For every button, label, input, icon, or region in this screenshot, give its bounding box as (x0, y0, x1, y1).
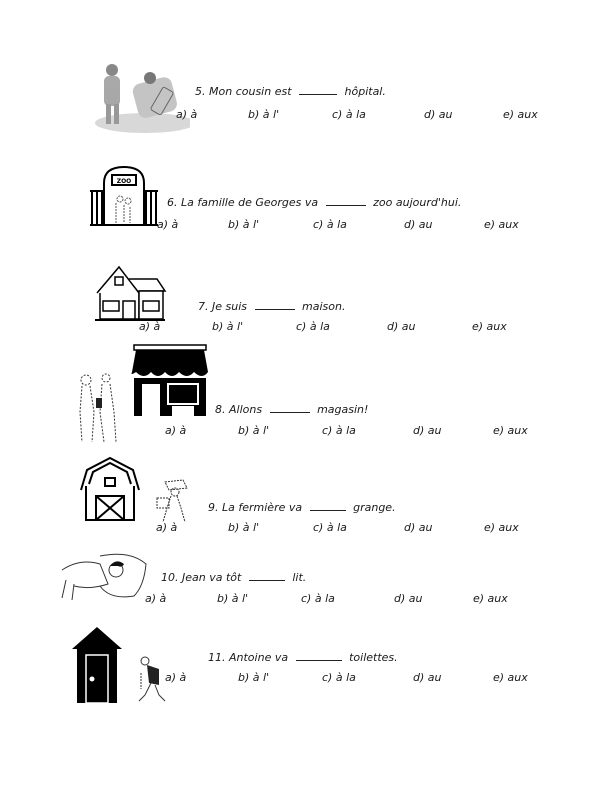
option-e[interactable]: e) aux (493, 424, 528, 437)
bed-icon (60, 550, 150, 604)
option-d[interactable]: d) au (404, 218, 433, 231)
option-b[interactable]: b) à l' (217, 592, 249, 605)
option-e[interactable]: e) aux (484, 521, 519, 534)
answer-blank[interactable] (299, 85, 337, 95)
answer-blank[interactable] (249, 571, 285, 581)
shop-icon (130, 344, 210, 418)
option-e[interactable]: e) aux (472, 320, 507, 333)
question-8: 8. Allons magasin! (215, 403, 369, 416)
option-d[interactable]: d) au (413, 424, 442, 437)
option-d[interactable]: d) au (394, 592, 423, 605)
hospital-icon (90, 58, 190, 133)
option-d[interactable]: d) au (424, 108, 453, 121)
svg-text:ZOO: ZOO (116, 178, 132, 185)
zoo-icon (90, 163, 158, 227)
option-b[interactable]: b) à l' (248, 108, 280, 121)
option-e[interactable]: e) aux (493, 671, 528, 684)
question-9: 9. La fermière va grange. (208, 501, 396, 514)
option-d[interactable]: d) au (387, 320, 416, 333)
question-11: 11. Antoine va toilettes. (208, 651, 398, 664)
option-c[interactable]: c) à la (322, 424, 356, 437)
answer-blank[interactable] (270, 403, 310, 413)
answer-blank[interactable] (326, 196, 366, 206)
option-b[interactable]: b) à l' (238, 671, 270, 684)
question-5: 5. Mon cousin est hôpital. (195, 85, 386, 98)
option-b[interactable]: b) à l' (238, 424, 270, 437)
option-c[interactable]: c) à la (301, 592, 335, 605)
option-a[interactable]: a) à (157, 218, 179, 231)
option-a[interactable]: a) à (145, 592, 167, 605)
option-d[interactable]: d) au (413, 671, 442, 684)
option-a[interactable]: a) à (139, 320, 161, 333)
walking-boy-icon (137, 655, 167, 703)
question-6: 6. La famille de Georges va zoo aujourd'hui. (167, 196, 462, 209)
barn-icon (79, 456, 141, 522)
answer-blank[interactable] (255, 300, 295, 310)
question-10: 10. Jean va tôt lit. (161, 571, 307, 584)
option-c[interactable]: c) à la (332, 108, 366, 121)
option-d[interactable]: d) au (404, 521, 433, 534)
option-e[interactable]: e) aux (473, 592, 508, 605)
option-c[interactable]: c) à la (322, 671, 356, 684)
option-c[interactable]: c) à la (313, 521, 347, 534)
option-c[interactable]: c) à la (296, 320, 330, 333)
option-a[interactable]: a) à (165, 424, 187, 437)
option-e[interactable]: e) aux (484, 218, 519, 231)
option-c[interactable]: c) à la (313, 218, 347, 231)
option-a[interactable]: a) à (176, 108, 198, 121)
shoppers-icon (76, 372, 124, 444)
option-e[interactable]: e) aux (503, 108, 538, 121)
answer-blank[interactable] (310, 501, 346, 511)
option-b[interactable]: b) à l' (228, 218, 260, 231)
option-a[interactable]: a) à (165, 671, 187, 684)
option-b[interactable]: b) à l' (228, 521, 260, 534)
house-icon (95, 263, 167, 323)
question-7: 7. Je suis maison. (198, 300, 346, 313)
option-a[interactable]: a) à (156, 521, 178, 534)
option-b[interactable]: b) à l' (212, 320, 244, 333)
toilet-icon (72, 627, 122, 703)
farmer-icon (153, 478, 191, 524)
answer-blank[interactable] (296, 651, 342, 661)
